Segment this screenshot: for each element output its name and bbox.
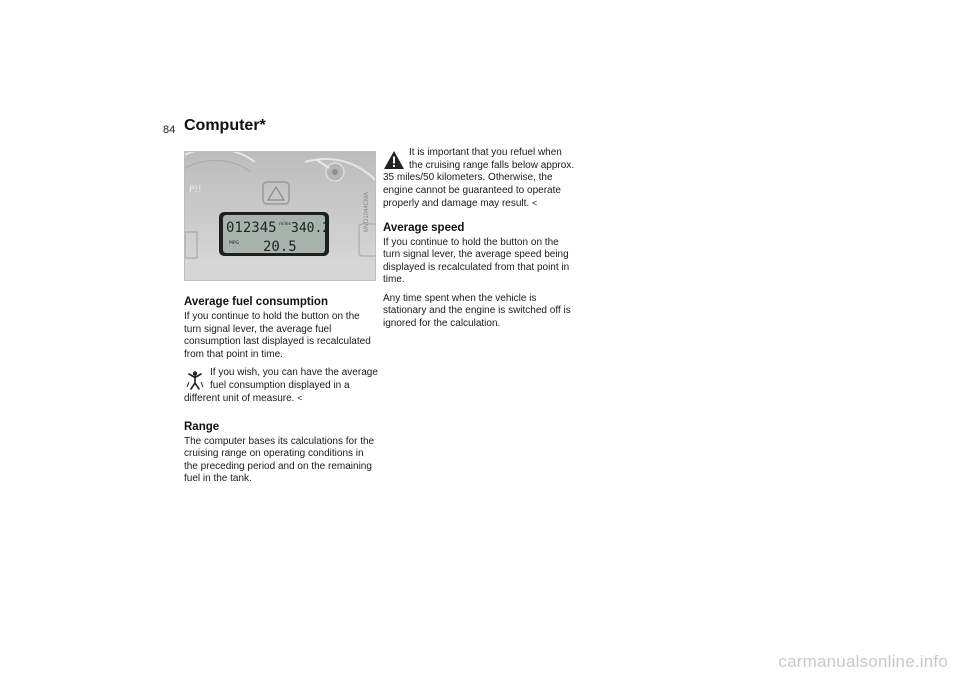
avg-speed-heading: Average speed	[383, 221, 465, 234]
end-mark: <	[531, 198, 538, 208]
warning-triangle-icon	[383, 149, 405, 171]
page-number: 84	[163, 124, 176, 136]
warning-note-text: It is important that you refuel when the cruising range falls below approx. 35 miles/50 kilometers. Otherwise, the engine cannot be guaranteed to operate properly and damage may result.	[383, 147, 575, 209]
watermark: carmanualsonline.info	[778, 652, 948, 671]
instrument-cluster-figure	[184, 151, 376, 281]
lcd-odometer: 012345	[226, 220, 277, 236]
avg-fuel-body: If you continue to hold the button on the turn signal lever, the average fuel consumption last displayed is recalculated from that point in time.	[184, 311, 371, 360]
end-mark: <	[297, 393, 303, 403]
right-column	[383, 147, 578, 336]
lcd-consumption-value: 20.5	[263, 239, 297, 255]
lcd-miles-label: miles	[279, 222, 291, 227]
range-body: The computer bases its calculations for the cruising range on operating conditions in the preceding period and on the remaining fuel in the tank.	[184, 435, 375, 484]
range-heading: Range	[184, 420, 220, 433]
figure-code: MVD1044CMA	[364, 191, 370, 232]
left-column	[184, 295, 379, 492]
warning-note	[383, 147, 578, 211]
avg-speed-body-1: If you continue to hold the button on the turn signal lever, the average speed being displayed is recalculated from that point in time.	[383, 236, 570, 285]
instrument-cluster-illustration	[185, 152, 376, 281]
tip-note	[184, 367, 379, 406]
gauge-label: P!!	[189, 185, 202, 195]
avg-fuel-heading: Average fuel consumption	[184, 296, 328, 308]
tip-note-text: If you wish, you can have the average fuel consumption displayed in a different unit of measure.	[184, 367, 378, 404]
lcd-range-value: 340.2	[291, 221, 331, 236]
person-tip-icon	[184, 369, 206, 391]
lcd-mpg-label: MPG	[229, 241, 240, 246]
page-title: Computer*	[184, 117, 266, 134]
avg-speed-body-2: Any time spent when the vehicle is stationary and the engine is switched off is ignored for the calculation.	[383, 292, 571, 329]
